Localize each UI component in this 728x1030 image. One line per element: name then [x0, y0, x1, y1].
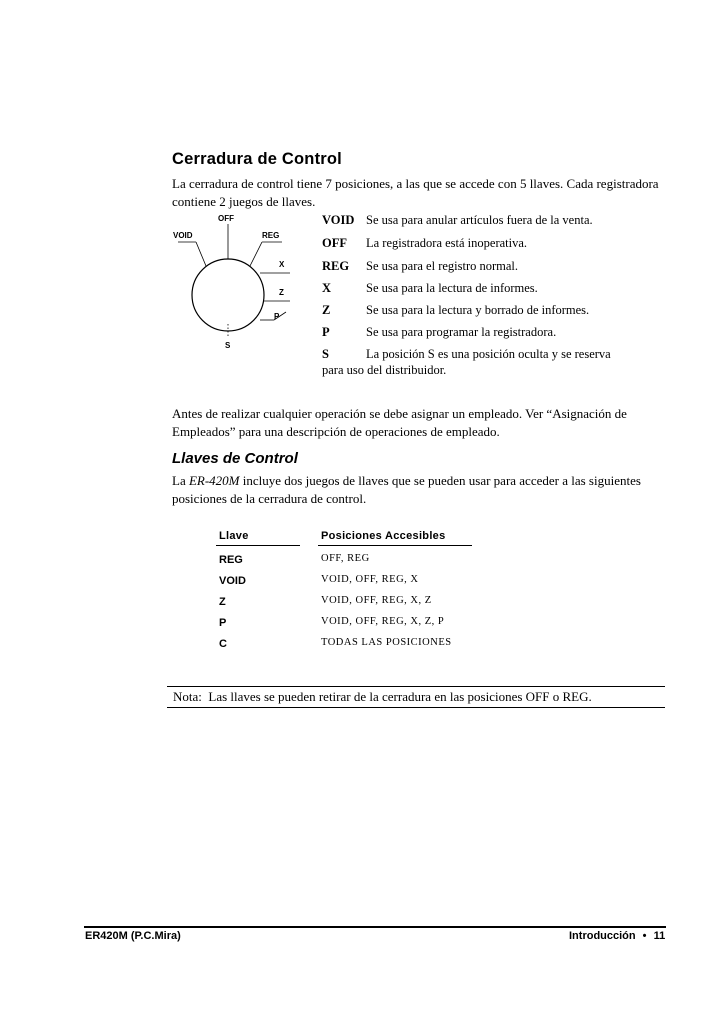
dial-label-x: X: [279, 260, 285, 269]
table-row-key: REG: [219, 554, 243, 566]
intro-line-1: La cerradura de control tiene 7 posiciones, a las que se accede con 5 llaves. Cada registradora: [172, 176, 659, 191]
table-row-positions: VOID, OFF, REG, X, Z, P: [321, 616, 445, 627]
keys-section-title: Llaves de Control: [172, 450, 298, 467]
section-title: Cerradura de Control: [172, 150, 342, 168]
dial-circle: [192, 259, 264, 331]
table-row-key: VOID: [219, 575, 246, 587]
table-row-key: C: [219, 638, 227, 650]
keys-line-pre: La: [172, 473, 189, 488]
table-row-positions: OFF, REG: [321, 553, 370, 564]
intro-line-2: contiene 2 juegos de llaves.: [172, 193, 316, 209]
footer-left: ER420M (P.C.Mira): [85, 930, 181, 942]
table-row-positions: TODAS LAS POSICIONES: [321, 637, 452, 648]
dial-label-z: Z: [279, 288, 284, 297]
dial-label-s: S: [225, 341, 231, 350]
dial-label-reg: REG: [262, 231, 280, 240]
position-desc: Se usa para el registro normal.: [366, 259, 519, 273]
position-desc: La posición S es una posición oculta y se reserva: [366, 347, 611, 361]
dial-label-void: VOID: [173, 231, 193, 240]
position-key: P: [322, 325, 330, 339]
position-desc: La registradora está inoperativa.: [366, 236, 528, 250]
keys-line-post: incluye dos juegos de llaves que se pueden usar para acceder a las siguientes: [239, 473, 641, 488]
footer-rule: [84, 926, 666, 928]
position-item-s: [322, 347, 662, 383]
table-header-key: Llave: [219, 530, 249, 542]
intro-paragraph: [172, 175, 659, 210]
table-header-rule-positions: [318, 545, 472, 546]
note-bottom-rule: [167, 707, 665, 708]
keys-paragraph: [172, 472, 641, 507]
table-row-positions: VOID, OFF, REG, X: [321, 574, 419, 585]
position-desc: Se usa para anular artículos fuera de la venta.: [366, 213, 593, 227]
dial-svg: [170, 208, 310, 358]
position-key: S: [322, 347, 329, 361]
table-row-key: P: [219, 617, 227, 629]
employee-line-1: Antes de realizar cualquier operación se debe asignar un empleado. Ver “Asignación de: [172, 406, 627, 421]
note-top-rule: [167, 686, 665, 687]
keys-line-1: [172, 472, 641, 490]
position-key: OFF: [322, 236, 347, 250]
footer-chapter: Introducción: [569, 930, 636, 942]
footer-right: [569, 930, 665, 942]
control-lock-dial-diagram: [170, 208, 310, 358]
model-name: ER-420M: [188, 473, 240, 488]
void-line: [196, 242, 206, 266]
position-key: VOID: [322, 213, 355, 227]
position-desc: Se usa para la lectura y borrado de informes.: [366, 303, 590, 317]
table-row-positions: VOID, OFF, REG, X, Z: [321, 595, 432, 606]
position-desc: Se usa para programar la registradora.: [366, 325, 557, 339]
position-desc: Se usa para la lectura de informes.: [366, 281, 538, 295]
table-header-positions: Posiciones Accesibles: [321, 530, 446, 542]
footer-bullet: •: [642, 930, 647, 942]
position-key: X: [322, 281, 332, 295]
table-header-rule-key: [216, 545, 300, 546]
reg-line: [250, 242, 262, 266]
employee-line-2: Empleados” para una descripción de operaciones de empleado.: [172, 423, 500, 439]
table-row-key: Z: [219, 596, 226, 608]
dial-label-off: OFF: [218, 214, 234, 223]
position-key: REG: [322, 259, 350, 273]
employee-paragraph: [172, 405, 627, 440]
position-key: Z: [322, 303, 331, 317]
dial-label-p: P: [274, 312, 280, 321]
keys-line-2: posiciones de la cerradura de control.: [172, 490, 367, 506]
page-number: 11: [653, 930, 666, 942]
position-desc-continued: para uso del distribuidor.: [322, 363, 447, 377]
note-text: Nota: Las llaves se pueden retirar de la cerradura en las posiciones OFF o REG.: [173, 689, 592, 704]
